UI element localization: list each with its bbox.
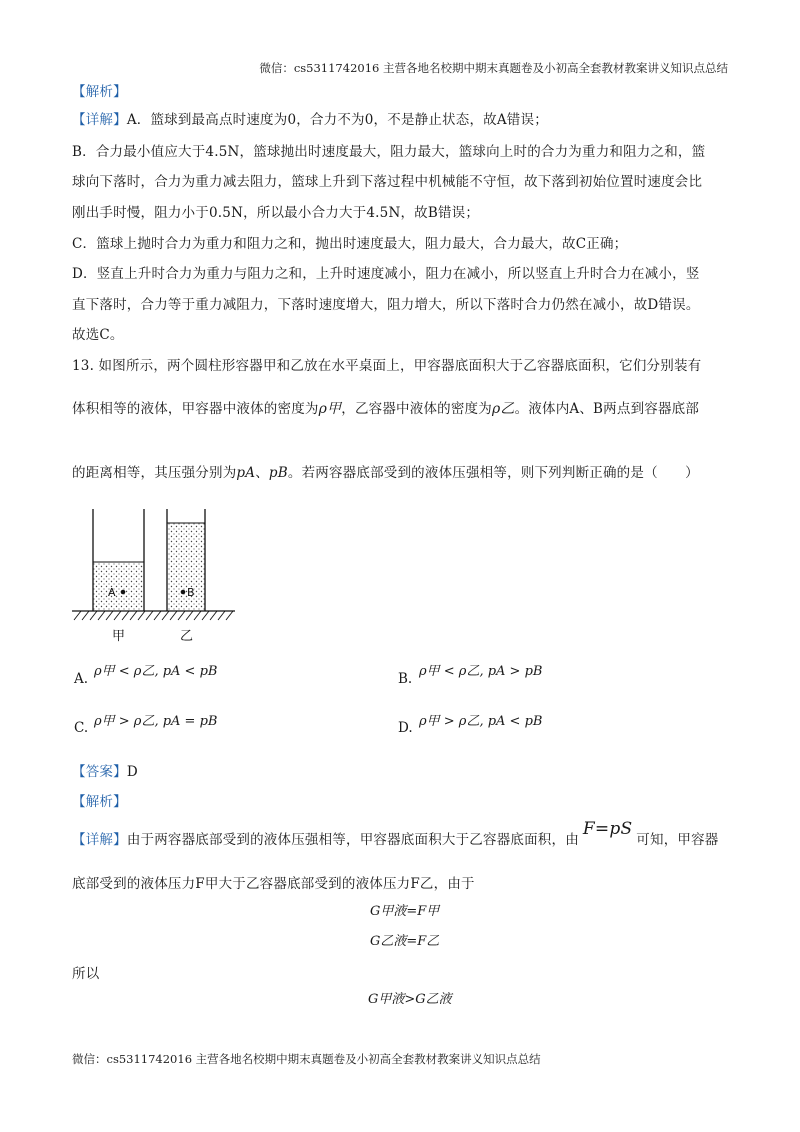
page-header: 微信：cs5311742016 主营各地名校期中期末真题卷及小初高全套教材教案讲义知识点总结 <box>259 61 728 75</box>
pA-symbol: pA <box>236 465 256 481</box>
liquid-jia <box>93 562 144 611</box>
option-c-letter[interactable]: C. <box>74 720 89 736</box>
explain-line-6: D．竖直上升时合力为重力与阻力之和，上升时速度减小，阻力在减小，所以竖直上升时合力在减小，竖 <box>72 266 700 282</box>
detail-tag: 【详解】 <box>72 112 127 128</box>
equation-3: G甲液>G乙液 <box>368 992 452 1007</box>
option-a-letter[interactable]: A. <box>74 671 89 687</box>
explain-line-1 <box>72 108 548 128</box>
rho-yi-symbol: ρ乙 <box>491 401 515 417</box>
option-d-letter[interactable]: D. <box>398 720 413 736</box>
detail-line-1: 【详解】由于两容器底部受到的液体压强相等，甲容器底面积大于乙容器底面积，由F=pS可知，甲容器 <box>72 819 719 848</box>
analysis-tag: 【解析】 <box>72 84 127 100</box>
label-jia: 甲 <box>112 629 126 644</box>
point-a-label: A <box>108 586 116 599</box>
explain-line-8: 故选C。 <box>72 327 124 343</box>
question-13-line-2: 体积相等的液体，甲容器中液体的密度为ρ甲，乙容器中液体的密度为ρ乙。液体内A、B两点到容器底部 <box>72 401 700 417</box>
therefore-text: 所以 <box>72 966 100 982</box>
point-b-label: B <box>187 586 195 599</box>
option-a-formula[interactable]: ρ甲 < ρ乙, pA < pB <box>94 664 218 679</box>
explain-line-3: 球向下落时，合力为重力减去阻力，篮球上升到下落过程中机械能不守恒，故下落到初始位置时速度会比 <box>72 174 703 190</box>
equation-1: G甲液=F甲 <box>370 904 440 919</box>
page-footer: 微信：cs5311742016 主营各地名校期中期末真题卷及小初高全套教材教案讲义知识点总结 <box>72 1052 541 1066</box>
option-d-formula[interactable]: ρ甲 > ρ乙, pA < pB <box>419 714 543 729</box>
option-b-formula[interactable]: ρ甲 < ρ乙, pA > pB <box>419 664 543 679</box>
answer-value: D <box>126 764 138 780</box>
answer-line <box>72 760 138 780</box>
question-13-line-3: 的距离相等，其压强分别为pA、pB。若两容器底部受到的液体压强相等，则下列判断正确的是（ ） <box>72 465 699 481</box>
pB-symbol: pB <box>268 465 288 481</box>
answer-tag: 【答案】 <box>72 764 127 780</box>
formula-F-pS: F=pS <box>582 819 633 839</box>
liquid-yi <box>167 523 205 611</box>
equation-2: G乙液=F乙 <box>370 934 440 949</box>
label-yi: 乙 <box>180 629 194 644</box>
detail-tag-13: 【详解】 <box>72 832 127 848</box>
explain-line-7: 直下落时，合力等于重力减阻力，下落时速度增大，阻力增大，所以下落时合力仍然在减小，故D错误。 <box>72 297 700 313</box>
option-c-formula[interactable]: ρ甲 > ρ乙, pA = pB <box>94 714 218 729</box>
containers-figure <box>70 505 240 645</box>
point-b <box>181 590 186 595</box>
explain-text: A．篮球到最高点时速度为0，合力不为0，不是静止状态，故A错误； <box>126 112 548 128</box>
explain-line-4: 刚出手时慢，阻力小于0.5N，所以最小合力大于4.5N，故B错误； <box>72 205 480 221</box>
rho-jia-symbol: ρ甲 <box>318 401 342 417</box>
explain-line-2: B．合力最小值应大于4.5N，篮球抛出时速度最大，阻力最大，篮球向上时的合力为重力和阻力之和，篮 <box>72 144 706 160</box>
explain-line-5: C．篮球上抛时合力为重力和阻力之和，抛出时速度最大，阻力最大，合力最大，故C正确； <box>72 236 628 252</box>
analysis-tag-13: 【解析】 <box>72 794 127 810</box>
detail-line-2: 底部受到的液体压力F甲大于乙容器底部受到的液体压力F乙，由于 <box>72 876 475 892</box>
point-a <box>121 590 126 595</box>
question-13-line-1: 13. 如图所示，两个圆柱形容器甲和乙放在水平桌面上，甲容器底面积大于乙容器底面积，它们分别装有 <box>72 358 702 374</box>
option-b-letter[interactable]: B. <box>398 671 413 687</box>
